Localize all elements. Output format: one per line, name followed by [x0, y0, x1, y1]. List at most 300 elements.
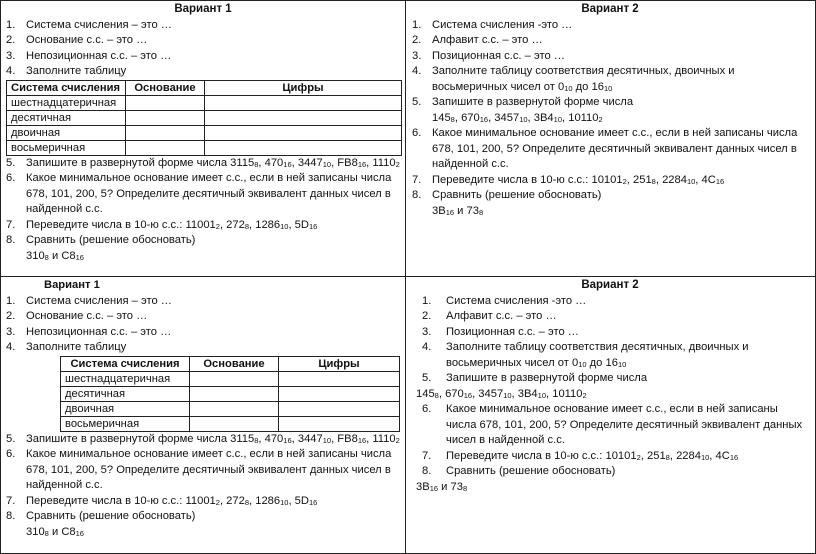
number-with-base [298, 433, 331, 445]
question-1 [6, 18, 400, 34]
number-base: 8 [651, 176, 656, 186]
number-with-base [265, 157, 292, 169]
number-with-base [518, 388, 546, 400]
join-word: и [454, 204, 467, 217]
question-3 [6, 49, 400, 65]
number-with-base [591, 174, 626, 186]
number-base: 16 [75, 252, 84, 262]
number-value: 3B [432, 204, 446, 217]
question-text: Система счисления – это … [26, 294, 172, 307]
number-base: 10 [700, 452, 710, 462]
number-with-base [230, 157, 258, 169]
row-label: двоичная [61, 401, 190, 416]
number-value: 145 [432, 111, 451, 124]
subscript: 10 [603, 83, 613, 93]
number-base: 10 [537, 390, 546, 400]
cell-digits [205, 125, 402, 140]
cell-digits [279, 386, 400, 401]
row-label: шестнадцатеричная [7, 95, 126, 110]
question-8 [6, 233, 400, 264]
number-value: 2284 [676, 449, 701, 462]
variant2-bottom [412, 278, 808, 495]
number-with-base [534, 112, 562, 124]
question-number: 5. [412, 96, 422, 108]
question-list [6, 294, 400, 356]
row-label: двоичная [7, 125, 126, 140]
question-text: Заполните таблицу соответствия десятичных, двоичных и восьмеричных чисел от 0 [446, 341, 749, 369]
number-value: 1286 [255, 218, 281, 231]
number-base: 16 [445, 207, 455, 217]
number-with-base [230, 433, 258, 445]
header-base: Основание [190, 356, 279, 371]
question-4 [412, 340, 808, 371]
question-number: 1. [6, 294, 16, 307]
question-number: 7. [6, 218, 16, 231]
question-number: 8. [6, 510, 16, 522]
header-base: Основание [126, 80, 205, 95]
number-with-base [552, 388, 586, 400]
border-left [0, 0, 1, 554]
variant2-top [412, 2, 808, 219]
question-text: Сравнить (решение обосновать) [26, 234, 196, 246]
number-value: 5D [294, 218, 309, 231]
question-text: Запишите в развернутой форме числа [432, 96, 634, 108]
number-base: 10 [322, 435, 332, 445]
question-text: Позиционная с.с. – это … [446, 325, 579, 338]
question-number: 1. [412, 18, 422, 31]
cell-base [126, 125, 205, 140]
number-base: 8 [665, 452, 670, 462]
cell-base [126, 140, 205, 155]
number-value: 10101 [605, 449, 637, 462]
question-number: 2. [6, 310, 16, 322]
cell-digits [205, 140, 402, 155]
question-text: Основание с.с. – это … [26, 34, 148, 46]
question-number: 6. [422, 403, 432, 415]
question-list-cont [6, 432, 400, 541]
number-with-base [702, 174, 725, 186]
number-value: 272 [226, 494, 245, 507]
row-label: восьмеричная [7, 140, 126, 155]
number-with-base [61, 526, 84, 538]
question-number: 7. [422, 449, 432, 462]
question-5 [6, 432, 400, 448]
question-text: Основание с.с. – это … [26, 310, 148, 322]
number-base: 8 [462, 483, 468, 493]
question-7 [412, 449, 808, 465]
number-with-base [716, 450, 739, 462]
number-list: $145_8$, $670_{16}$, $3457_{10}$, $3B4_{10}$, $10110_2$ [432, 111, 603, 124]
header-system: Система счисления [61, 356, 190, 371]
number-with-base [226, 219, 249, 231]
compare-numbers [26, 526, 84, 538]
cell-base [126, 110, 205, 125]
question-number: 8. [412, 189, 422, 201]
number-base: 16 [463, 390, 473, 400]
variant-title: Вариант 1 [44, 279, 100, 291]
question-text: Алфавит с.с. – это … [446, 310, 557, 322]
variant-title: Вариант 2 [581, 3, 639, 15]
question-number: 8. [6, 234, 16, 246]
question-2 [6, 33, 400, 49]
cell-base [190, 371, 279, 386]
question-8 [412, 464, 808, 480]
number-with-base [568, 112, 602, 124]
question-text: Система счисления -это … [432, 18, 573, 31]
number-with-base [337, 157, 366, 169]
number-value: 3447 [297, 156, 323, 169]
number-value: 272 [226, 218, 245, 231]
number-value: 11001 [185, 218, 216, 231]
number-base: 2 [598, 114, 603, 124]
number-list: $11001_2$, $272_8$, $1286_{10}$, $5D_{16}$ [185, 494, 318, 507]
join-word: и [438, 480, 451, 493]
number-list: $3115_8$, $470_{16}$, $3447_{10}$, $FB8_{16}$, $1110_2$ [230, 156, 400, 169]
subscript: 10 [617, 359, 627, 369]
question-7 [6, 494, 400, 510]
number-with-base [662, 174, 695, 186]
number-with-base [432, 205, 454, 217]
number-with-base [295, 219, 318, 231]
question-text: Сравнить (решение обосновать) [432, 189, 602, 201]
number-list: $10101_2$, $251_8$, $2284_{10}$, $4C_{16}$ [591, 173, 725, 186]
question-2 [412, 309, 808, 325]
question-number: 1. [6, 18, 16, 31]
join-word: и [48, 249, 62, 262]
variant1-bottom [6, 278, 400, 540]
question-number: 6. [412, 127, 422, 139]
number-base: 8 [44, 528, 49, 538]
row-label: шестнадцатеричная [61, 371, 190, 386]
variant1-top [6, 2, 400, 264]
number-base: 2 [395, 159, 400, 169]
number-value: 73 [466, 204, 479, 217]
question-5 [412, 95, 808, 126]
number-base: 10 [280, 221, 289, 231]
subscript: 10 [578, 359, 587, 369]
row-label: десятичная [7, 110, 126, 125]
compare-numbers [26, 250, 84, 262]
number-base: 8 [478, 207, 484, 217]
number-value: 470 [264, 156, 284, 169]
number-value: 4C [701, 173, 716, 186]
number-with-base [605, 450, 640, 462]
number-value: 251 [633, 173, 652, 186]
question-text: Переведите числа в 10-ю с.с.: [446, 449, 603, 462]
question-text: Запишите в развернутой форме числа [26, 156, 228, 169]
subscript: 10 [564, 83, 573, 93]
compare-numbers [416, 481, 467, 493]
question-number: 7. [6, 494, 16, 507]
number-base: 16 [308, 221, 318, 231]
question-8 [412, 188, 808, 219]
number-value: 1110 [372, 156, 396, 169]
number-systems-table [60, 356, 400, 432]
number-value: C8 [61, 525, 76, 538]
number-with-base [26, 250, 49, 262]
number-base: 10 [553, 114, 562, 124]
question-text: Позиционная с.с. – это … [432, 49, 565, 62]
number-base: 2 [395, 435, 400, 445]
number-value: 3115 [230, 432, 255, 445]
number-value: C8 [61, 249, 76, 262]
variant-title: Вариант 1 [174, 3, 232, 15]
number-value: FB8 [337, 156, 358, 169]
table-header-row [7, 80, 402, 95]
number-value: 670 [461, 111, 480, 124]
number-value: 1286 [255, 494, 281, 507]
number-value: 251 [647, 449, 666, 462]
number-value: 5D [294, 494, 309, 507]
table-row [61, 386, 400, 401]
question-4 [6, 64, 400, 80]
number-with-base [372, 157, 399, 169]
question-text: Какое минимальное основание имеет с.с., если в ней записаны числа 678, 101, 200, 5? Определите десятичный эквивалент данных чисел в найденной с.с. [26, 172, 392, 215]
question-number: 6. [6, 448, 16, 460]
question-text: Запишите в развернутой форме числа [26, 432, 228, 445]
question-1 [412, 294, 808, 310]
number-with-base [26, 526, 49, 538]
number-with-base [445, 388, 472, 400]
question-number: 3. [422, 325, 432, 338]
question-text: Какое минимальное основание имеет с.с., если в ней записаны числа 678, 101, 200, 5? Определите десятичный эквивалент данных чисел в найденной с.с. [26, 448, 392, 491]
number-value: 2284 [662, 173, 687, 186]
join-word: и [48, 525, 62, 538]
question-list-cont [6, 156, 400, 265]
question-text: Система счисления -это … [446, 294, 587, 307]
question-number: 4. [6, 65, 16, 77]
number-base: 8 [254, 435, 259, 445]
question-3 [412, 325, 808, 341]
number-base: 10 [519, 114, 528, 124]
question-7 [412, 173, 808, 189]
number-base: 10 [322, 159, 332, 169]
number-base: 8 [44, 252, 49, 262]
question-text: Заполните таблицу [26, 65, 127, 77]
question-6 [6, 171, 400, 218]
question-1 [412, 18, 808, 34]
question-2 [412, 33, 808, 49]
question-5 [6, 156, 400, 172]
question-7 [6, 218, 400, 234]
question-text: Запишите в развернутой форме числа [446, 372, 648, 384]
number-with-base [647, 450, 670, 462]
number-base: 2 [215, 497, 220, 507]
table-row [61, 371, 400, 386]
number-with-base [467, 205, 484, 217]
question-5 [412, 371, 808, 387]
question-number: 4. [412, 65, 422, 77]
number-with-base [494, 112, 527, 124]
number-base: 16 [479, 114, 489, 124]
compare-numbers [432, 205, 483, 217]
question-number: 3. [6, 325, 16, 338]
number-base: 16 [283, 159, 292, 169]
question-number: 7. [412, 173, 422, 186]
question-text: Непозиционная с.с. – это … [26, 49, 172, 62]
table-row [7, 140, 402, 155]
cell-base [190, 401, 279, 416]
question-text-tail: до 16 [589, 356, 618, 369]
table-row [61, 416, 400, 431]
cell-digits [279, 416, 400, 431]
question-number: 4. [6, 341, 16, 353]
number-with-base [295, 495, 318, 507]
number-with-base [416, 481, 438, 493]
number-base: 16 [357, 435, 367, 445]
question-4 [6, 340, 400, 356]
question-text: Переведите числа в 10-ю с.с.: [432, 173, 589, 186]
table-row [7, 125, 402, 140]
number-base: 2 [215, 221, 220, 231]
question-number: 1. [422, 294, 432, 307]
number-value: 10110 [552, 387, 583, 400]
question-number: 5. [6, 432, 16, 445]
cell-base [190, 386, 279, 401]
question-text-tail: до 16 [575, 80, 604, 93]
number-with-base [432, 112, 455, 124]
number-value: 3115 [230, 156, 255, 169]
question-6 [6, 447, 400, 494]
number-list: $10101_2$, $251_8$, $2284_{10}$, $4C_{16}$ [605, 449, 739, 462]
row-label: восьмеричная [61, 416, 190, 431]
number-with-base [416, 388, 439, 400]
number-systems-table [6, 80, 402, 156]
question-number: 6. [6, 172, 16, 184]
number-base: 10 [280, 497, 289, 507]
question-text: Алфавит с.с. – это … [432, 34, 543, 46]
border-top [0, 0, 816, 1]
question-number: 5. [6, 156, 16, 169]
number-base: 2 [582, 390, 587, 400]
question-6 [412, 126, 808, 173]
question-4 [412, 64, 808, 95]
question-6 [412, 402, 808, 449]
border-center [405, 0, 406, 554]
number-with-base [226, 495, 249, 507]
question-5-numbers [412, 387, 808, 403]
number-with-base [478, 388, 511, 400]
number-value: 11001 [185, 494, 216, 507]
question-3 [412, 49, 808, 65]
number-with-base [265, 433, 292, 445]
number-base: 8 [450, 114, 455, 124]
number-value: 3B4 [533, 111, 554, 124]
number-base: 16 [308, 497, 318, 507]
question-text: Система счисления – это … [26, 18, 172, 31]
number-value: 10110 [568, 111, 599, 124]
header-digits: Цифры [205, 80, 402, 95]
question-number: 4. [422, 341, 432, 353]
number-with-base [451, 481, 468, 493]
number-base: 16 [75, 528, 84, 538]
number-base: 16 [357, 159, 367, 169]
variant-title: Вариант 2 [581, 279, 639, 291]
question-text: Какое минимальное основание имеет с.с., если в ней записаны числа 678, 101, 200, 5? Определите десятичный эквивалент данных чисел в найденной с.с. [432, 127, 798, 170]
number-base: 8 [434, 390, 439, 400]
question-number: 2. [422, 310, 432, 322]
number-value: 670 [445, 387, 464, 400]
number-with-base [337, 433, 366, 445]
number-with-base [185, 219, 219, 231]
question-text: Заполните таблицу [26, 341, 127, 353]
number-value: 145 [416, 387, 435, 400]
table-row [7, 110, 402, 125]
number-base: 8 [244, 497, 249, 507]
number-value: 3B [416, 480, 430, 493]
question-text: Какое минимальное основание имеет с.с., если в ней записаны числа 678, 101, 200, 5? Определите десятичный эквивалент данных чисел в найденной с.с. [446, 403, 803, 446]
number-with-base [298, 157, 331, 169]
question-number: 3. [6, 49, 16, 62]
cell-digits [279, 401, 400, 416]
question-text: Переведите числа в 10-ю с.с.: [26, 218, 183, 231]
number-base: 10 [686, 176, 696, 186]
number-with-base [372, 433, 399, 445]
number-value: 310 [26, 525, 45, 538]
number-list: $11001_2$, $272_8$, $1286_{10}$, $5D_{16}$ [185, 218, 318, 231]
number-base: 2 [622, 176, 627, 186]
number-value: 310 [26, 249, 45, 262]
number-with-base [461, 112, 488, 124]
question-number: 2. [6, 34, 16, 46]
header-system: Система счисления [7, 80, 126, 95]
cell-digits [279, 371, 400, 386]
question-list [412, 294, 808, 496]
number-list: $3115_8$, $470_{16}$, $3447_{10}$, $FB8_{16}$, $1110_2$ [230, 432, 400, 445]
number-base: 10 [503, 390, 512, 400]
number-value: 73 [450, 480, 463, 493]
table-header-row [61, 356, 400, 371]
number-value: 3457 [478, 387, 504, 400]
number-with-base [676, 450, 709, 462]
number-with-base [255, 495, 288, 507]
number-with-base [633, 174, 656, 186]
number-with-base [185, 495, 219, 507]
number-list: $145_8$, $670_{16}$, $3457_{10}$, $3B4_{10}$, $10110_2$ [416, 387, 587, 400]
question-text: Сравнить (решение обосновать) [26, 510, 196, 522]
number-value: 470 [264, 432, 284, 445]
question-number: 8. [422, 465, 432, 477]
question-list [6, 18, 400, 80]
question-text: Сравнить (решение обосновать) [446, 465, 616, 477]
number-value: 1110 [372, 432, 396, 445]
question-1 [6, 294, 400, 310]
number-base: 8 [244, 221, 249, 231]
question-text: Непозиционная с.с. – это … [26, 325, 172, 338]
number-with-base [255, 219, 288, 231]
border-middle [0, 276, 816, 277]
question-number: 2. [412, 34, 422, 46]
number-value: 3457 [494, 111, 520, 124]
cell-base [126, 95, 205, 110]
cell-digits [205, 95, 402, 110]
question-text: Заполните таблицу соответствия десятичных, двоичных и восьмеричных чисел от 0 [432, 65, 735, 93]
question-3 [6, 325, 400, 341]
number-base: 16 [429, 483, 439, 493]
number-value: 4C [715, 449, 730, 462]
number-base: 16 [715, 176, 725, 186]
question-number: 5. [422, 372, 432, 384]
number-value: 3B4 [517, 387, 538, 400]
table-row [7, 95, 402, 110]
question-text: Переведите числа в 10-ю с.с.: [26, 494, 183, 507]
number-base: 8 [254, 159, 259, 169]
number-base: 2 [636, 452, 641, 462]
cell-base [190, 416, 279, 431]
question-list [412, 18, 808, 220]
question-8 [6, 509, 400, 540]
number-value: FB8 [337, 432, 358, 445]
